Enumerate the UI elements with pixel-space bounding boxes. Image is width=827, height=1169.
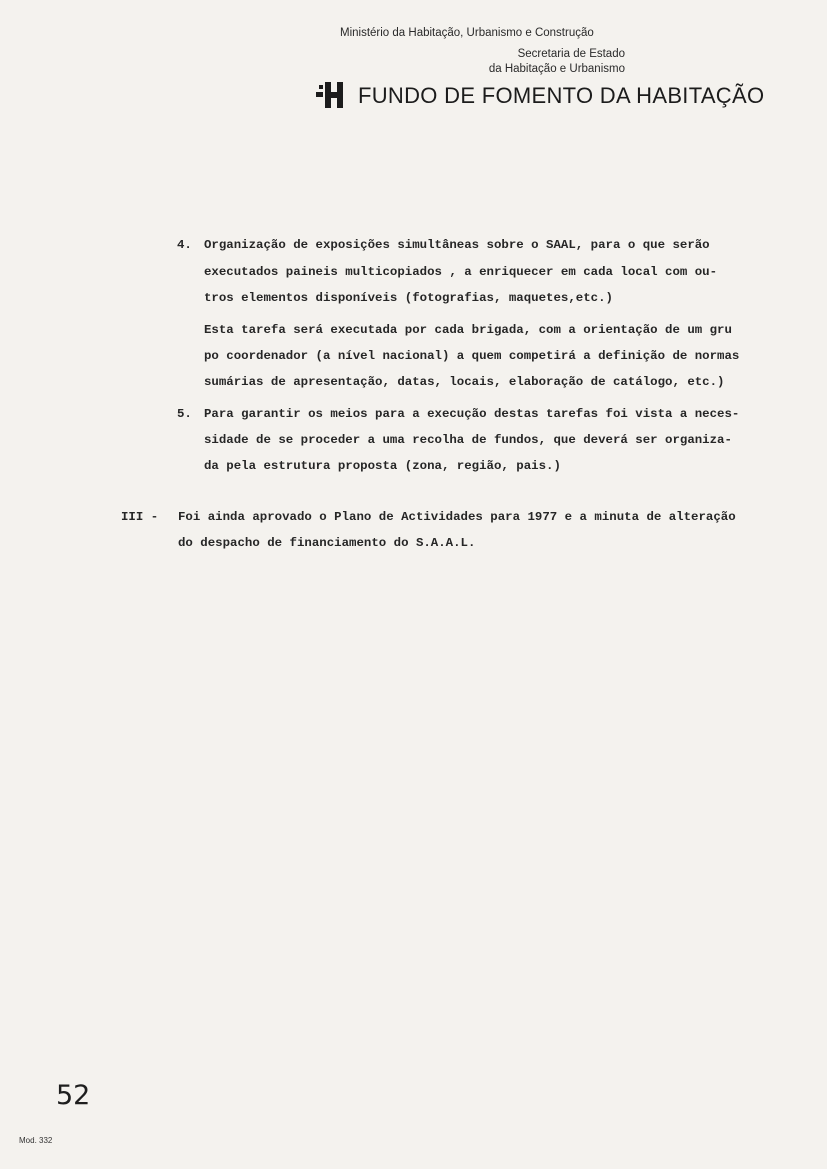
secretariat-line-1: Secretaria de Estado [517, 48, 625, 60]
item-5-number: 5. [177, 407, 192, 421]
form-code: Mod. 332 [19, 1136, 53, 1145]
item-4-para-line-2: po coordenador (a nível nacional) a quem competirá a definição de normas [204, 349, 740, 363]
section-iii-number: III - [121, 510, 159, 524]
item-4-number: 4. [177, 238, 192, 252]
item-4-para-line-1: Esta tarefa será executada por cada brigada, com a orientação de um gru [204, 323, 732, 337]
ffh-logo-icon [316, 82, 348, 108]
fund-title: FUNDO DE FOMENTO DA HABITAÇÃO [358, 83, 765, 108]
handwritten-page-number: 52 [56, 1080, 91, 1111]
secretariat-line-2: da Habitação e Urbanismo [488, 63, 625, 75]
item-4-line-2: executados paineis multicopiados , a enriquecer em cada local com ou- [204, 265, 718, 279]
item-4-line-1: Organização de exposições simultâneas sobre o SAAL, para o que serão [204, 238, 710, 252]
section-iii-line-1: Foi ainda aprovado o Plano de Actividades para 1977 e a minuta de alteração [178, 510, 736, 524]
item-4-para-line-3: sumárias de apresentação, datas, locais, elaboração de catálogo, etc.) [204, 375, 725, 389]
item-5-line-2: sidade de se proceder a uma recolha de fundos, que deverá ser organiza- [204, 433, 732, 447]
item-5-line-1: Para garantir os meios para a execução destas tarefas foi vista a neces- [204, 407, 740, 421]
section-iii-line-2: do despacho de financiamento do S.A.A.L. [178, 536, 476, 550]
item-4-line-3: tros elementos disponíveis (fotografias, maquetes,etc.) [204, 291, 613, 305]
ministry-line: Ministério da Habitação, Urbanismo e Construção [340, 27, 594, 39]
item-5-line-3: da pela estrutura proposta (zona, região, pais.) [204, 459, 561, 473]
